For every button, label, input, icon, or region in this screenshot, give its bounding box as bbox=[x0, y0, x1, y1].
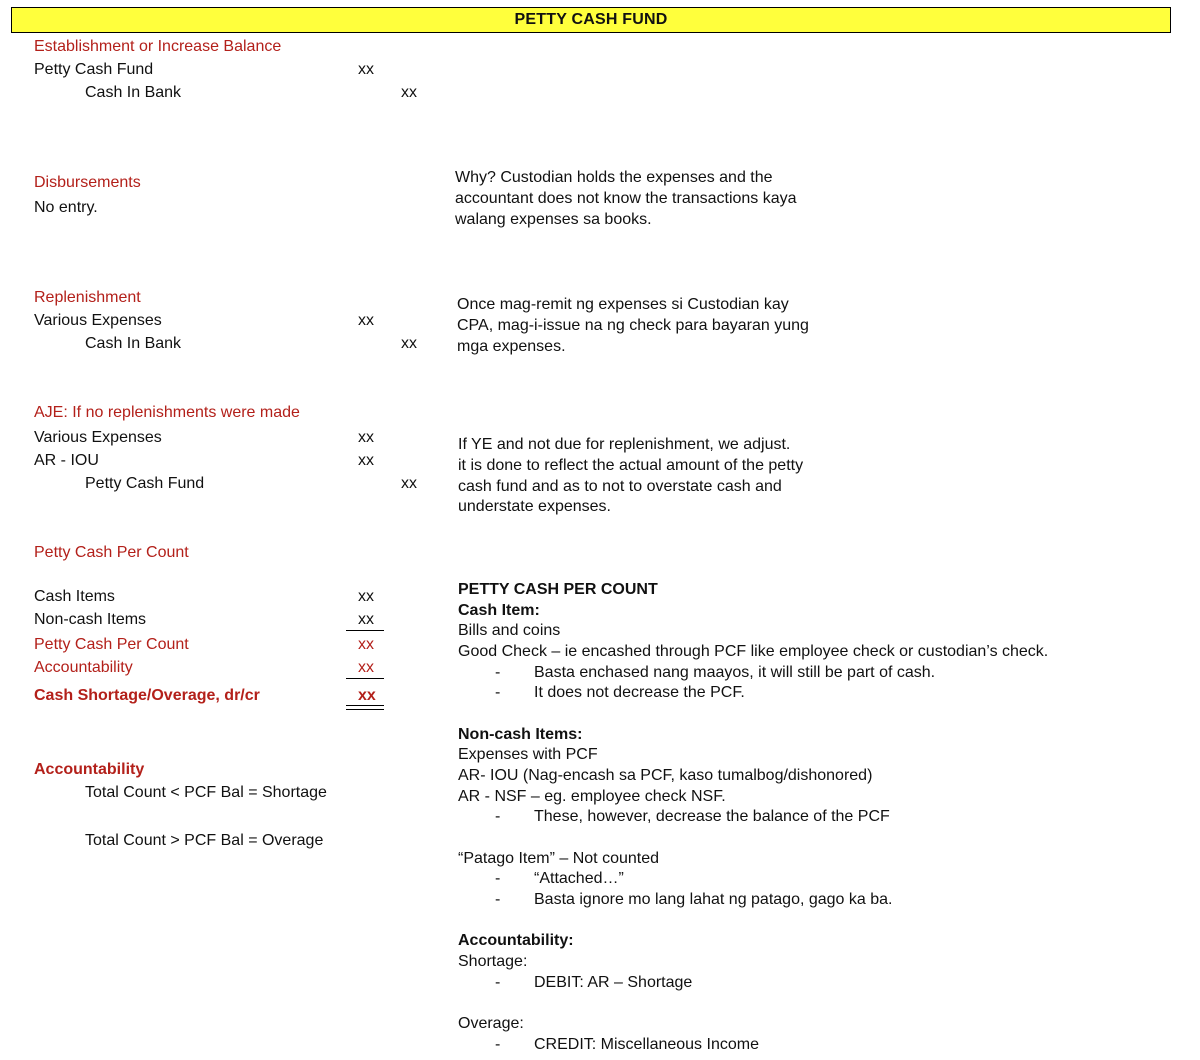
disbursements-note bbox=[455, 168, 797, 230]
replenishment-debit-account: Various Expenses bbox=[34, 312, 162, 329]
cash-items-value: xx bbox=[358, 588, 374, 605]
patago-bullet: “Attached…” bbox=[534, 870, 624, 887]
patago-line: “Patago Item” – Not counted bbox=[458, 850, 659, 867]
overage-rule: Total Count > PCF Bal = Overage bbox=[85, 832, 324, 849]
aje-note-line: cash fund and as to not to overstate cash and bbox=[458, 477, 782, 495]
bullet-dash: - bbox=[495, 1036, 501, 1053]
bullet-dash: - bbox=[495, 870, 501, 887]
noncash-line: Expenses with PCF bbox=[458, 746, 598, 763]
aje-note-line: understate expenses. bbox=[458, 498, 611, 516]
aje-heading: AJE: If no replenishments were made bbox=[34, 404, 300, 421]
disbursements-note-line: Why? Custodian holds the expenses and the bbox=[455, 169, 773, 186]
shortage-overage-value: xx bbox=[358, 687, 376, 704]
overage-label: Overage: bbox=[458, 1015, 524, 1032]
noncash-heading: Non-cash Items: bbox=[458, 726, 583, 743]
pc-per-count-label: Petty Cash Per Count bbox=[34, 636, 189, 653]
noncash-line: AR- IOU (Nag-encash sa PCF, kaso tumalbog/dishonored) bbox=[458, 767, 873, 784]
noncash-line: AR - NSF – eg. employee check NSF. bbox=[458, 788, 726, 805]
accountability-notes-heading: Accountability: bbox=[458, 932, 574, 949]
shortage-label: Shortage: bbox=[458, 953, 528, 970]
disbursements-text: No entry. bbox=[34, 199, 98, 216]
shortage-overage-label: Cash Shortage/Overage, dr/cr bbox=[34, 687, 260, 704]
cash-items-label: Cash Items bbox=[34, 588, 115, 605]
replenishment-credit-account: Cash In Bank bbox=[85, 335, 182, 352]
establishment-debit-account: Petty Cash Fund bbox=[34, 61, 154, 78]
bullet-dash: - bbox=[495, 684, 501, 701]
accountability-underline bbox=[346, 678, 384, 679]
right-heading: PETTY CASH PER COUNT bbox=[458, 581, 658, 598]
replenishment-note-line: CPA, mag-i-issue na ng check para bayaran yung bbox=[457, 316, 809, 334]
replenishment-note-line: Once mag-remit ng expenses si Custodian kay bbox=[457, 296, 789, 313]
replenishment-note bbox=[457, 295, 809, 357]
aje-debit-amount-1: xx bbox=[358, 429, 374, 446]
replenishment-debit-amount: xx bbox=[358, 312, 374, 329]
aje-note bbox=[458, 435, 803, 518]
pc-per-count-value: xx bbox=[358, 636, 374, 653]
aje-debit-account-2: AR - IOU bbox=[34, 452, 99, 469]
aje-debit-account-1: Various Expenses bbox=[34, 429, 162, 446]
per-count-heading: Petty Cash Per Count bbox=[34, 544, 189, 561]
establishment-heading: Establishment or Increase Balance bbox=[34, 38, 282, 55]
establishment-credit-account: Cash In Bank bbox=[85, 84, 182, 101]
cash-bullet: Basta enchased nang maayos, it will still be part of cash. bbox=[534, 664, 936, 681]
accountability-label: Accountability bbox=[34, 659, 133, 676]
noncash-items-value: xx bbox=[358, 611, 374, 628]
accountability-rules-heading: Accountability bbox=[34, 761, 145, 778]
establishment-credit-amount: xx bbox=[401, 84, 417, 101]
accountability-value: xx bbox=[358, 659, 374, 676]
disbursements-heading: Disbursements bbox=[34, 174, 141, 191]
aje-credit-amount: xx bbox=[401, 475, 417, 492]
cash-item-line: Good Check – ie encashed through PCF like employee check or custodian’s check. bbox=[458, 643, 1049, 660]
cash-item-line: Bills and coins bbox=[458, 622, 561, 639]
aje-debit-amount-2: xx bbox=[358, 452, 374, 469]
replenishment-heading: Replenishment bbox=[34, 289, 141, 306]
subtotal-underline bbox=[346, 630, 384, 631]
aje-note-line: If YE and not due for replenishment, we adjust. bbox=[458, 436, 791, 453]
page-title: PETTY CASH FUND bbox=[11, 7, 1171, 33]
patago-bullet: Basta ignore mo lang lahat ng patago, gago ka ba. bbox=[534, 891, 893, 908]
noncash-bullet: These, however, decrease the balance of the PCF bbox=[534, 808, 890, 825]
cash-bullet: It does not decrease the PCF. bbox=[534, 684, 745, 701]
cash-item-heading: Cash Item: bbox=[458, 602, 540, 619]
aje-note-line: it is done to reflect the actual amount of the petty bbox=[458, 456, 804, 474]
aje-credit-account: Petty Cash Fund bbox=[85, 475, 205, 492]
disbursements-note-line: accountant does not know the transactions kaya bbox=[455, 189, 797, 207]
establishment-debit-amount: xx bbox=[358, 61, 374, 78]
bullet-dash: - bbox=[495, 974, 501, 991]
shortage-rule: Total Count < PCF Bal = Shortage bbox=[85, 784, 327, 801]
bullet-dash: - bbox=[495, 664, 501, 681]
replenishment-credit-amount: xx bbox=[401, 335, 417, 352]
bullet-dash: - bbox=[495, 891, 501, 908]
bullet-dash: - bbox=[495, 808, 501, 825]
overage-entry: CREDIT: Miscellaneous Income bbox=[534, 1036, 759, 1053]
replenishment-note-line: mga expenses. bbox=[457, 337, 566, 355]
shortage-entry: DEBIT: AR – Shortage bbox=[534, 974, 693, 991]
total-double-underline bbox=[346, 705, 384, 710]
disbursements-note-line: walang expenses sa books. bbox=[455, 210, 652, 228]
noncash-items-label: Non-cash Items bbox=[34, 611, 147, 628]
